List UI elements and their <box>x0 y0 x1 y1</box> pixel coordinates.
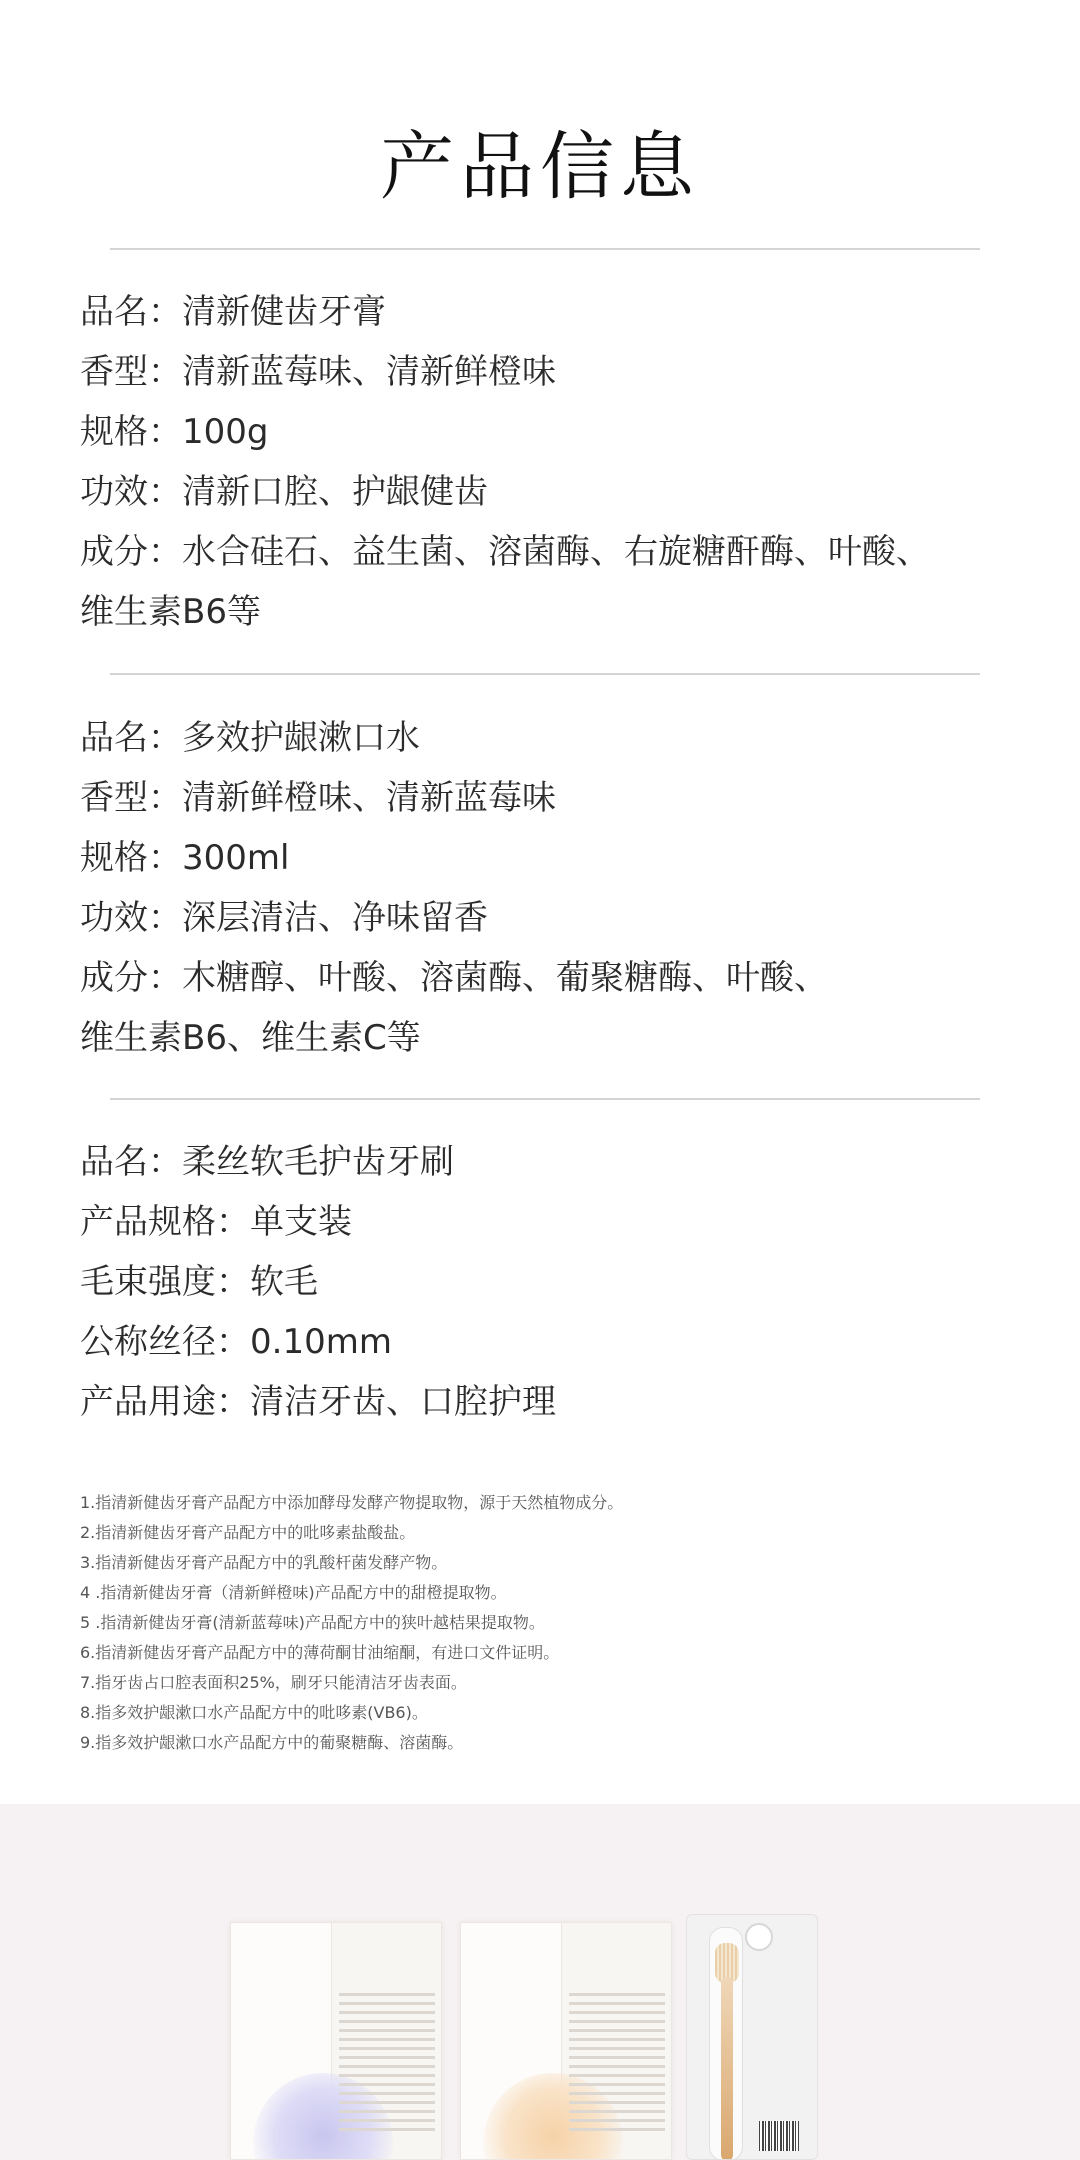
footnote: 1.指清新健齿牙膏产品配方中添加酵母发酵产物提取物，源于天然植物成分。 <box>80 1493 624 1512</box>
page-title: 产品信息 <box>380 124 700 210</box>
footnote: 5 .指清新健齿牙膏(清新蓝莓味)产品配方中的狭叶越桔果提取物。 <box>80 1613 545 1632</box>
product-toothpaste-info <box>80 282 1020 642</box>
info-row-effect: 功效：深层清洁、净味留香 <box>80 898 488 938</box>
info-row-name: 品名：柔丝软毛护齿牙刷 <box>80 1142 454 1182</box>
footnote: 7.指牙齿占口腔表面积25%，刷牙只能清洁牙齿表面。 <box>80 1673 467 1692</box>
info-row-spec: 规格：300ml <box>80 838 290 878</box>
divider <box>110 1098 980 1100</box>
barcode-graphic <box>759 2121 799 2151</box>
toothbrush-package-image <box>686 1914 818 2160</box>
product-mouthwash-info <box>80 708 1020 1068</box>
toothpaste-box-orange-image <box>460 1922 672 2160</box>
info-row-scent: 香型：清新鲜橙味、清新蓝莓味 <box>80 778 556 818</box>
divider <box>110 248 980 250</box>
info-row-bristle: 毛束强度：软毛 <box>80 1262 318 1302</box>
info-row-diameter: 公称丝径：0.10mm <box>80 1322 392 1362</box>
product-toothbrush-info <box>80 1132 1020 1432</box>
info-row-ingredients-continued: 维生素B6等 <box>80 592 261 632</box>
footnote: 9.指多效护龈漱口水产品配方中的葡聚糖酶、溶菌酶。 <box>80 1733 464 1752</box>
footnote: 8.指多效护龈漱口水产品配方中的吡哆素(VB6)。 <box>80 1703 428 1722</box>
info-row-name: 品名：多效护龈漱口水 <box>80 718 420 758</box>
info-row-spec: 规格：100g <box>80 412 269 452</box>
info-row-ingredients: 成分：木糖醇、叶酸、溶菌酶、葡聚糖酶、叶酸、 <box>80 958 828 998</box>
footnote: 2.指清新健齿牙膏产品配方中的吡哆素盐酸盐。 <box>80 1523 416 1542</box>
footnote: 3.指清新健齿牙膏产品配方中的乳酸杆菌发酵产物。 <box>80 1553 448 1572</box>
toothbrush-handle-graphic <box>721 1977 733 2160</box>
info-row-spec: 产品规格：单支装 <box>80 1202 352 1242</box>
info-row-ingredients: 成分：水合硅石、益生菌、溶菌酶、右旋糖酐酶、叶酸、 <box>80 532 930 572</box>
toothpaste-box-blueberry-image <box>230 1922 442 2160</box>
info-row-name: 品名：清新健齿牙膏 <box>80 292 386 332</box>
info-row-effect: 功效：清新口腔、护龈健齿 <box>80 472 488 512</box>
divider <box>110 673 980 675</box>
footnote: 4 .指清新健齿牙膏（清新鲜橙味)产品配方中的甜橙提取物。 <box>80 1583 507 1602</box>
footnotes <box>80 1488 1000 1758</box>
info-row-usage: 产品用途：清洁牙齿、口腔护理 <box>80 1382 556 1422</box>
hang-hole <box>745 1923 773 1951</box>
info-row-scent: 香型：清新蓝莓味、清新鲜橙味 <box>80 352 556 392</box>
info-row-ingredients-continued: 维生素B6、维生素C等 <box>80 1018 421 1058</box>
footnote: 6.指清新健齿牙膏产品配方中的薄荷酮甘油缩酮，有进口文件证明。 <box>80 1643 560 1662</box>
